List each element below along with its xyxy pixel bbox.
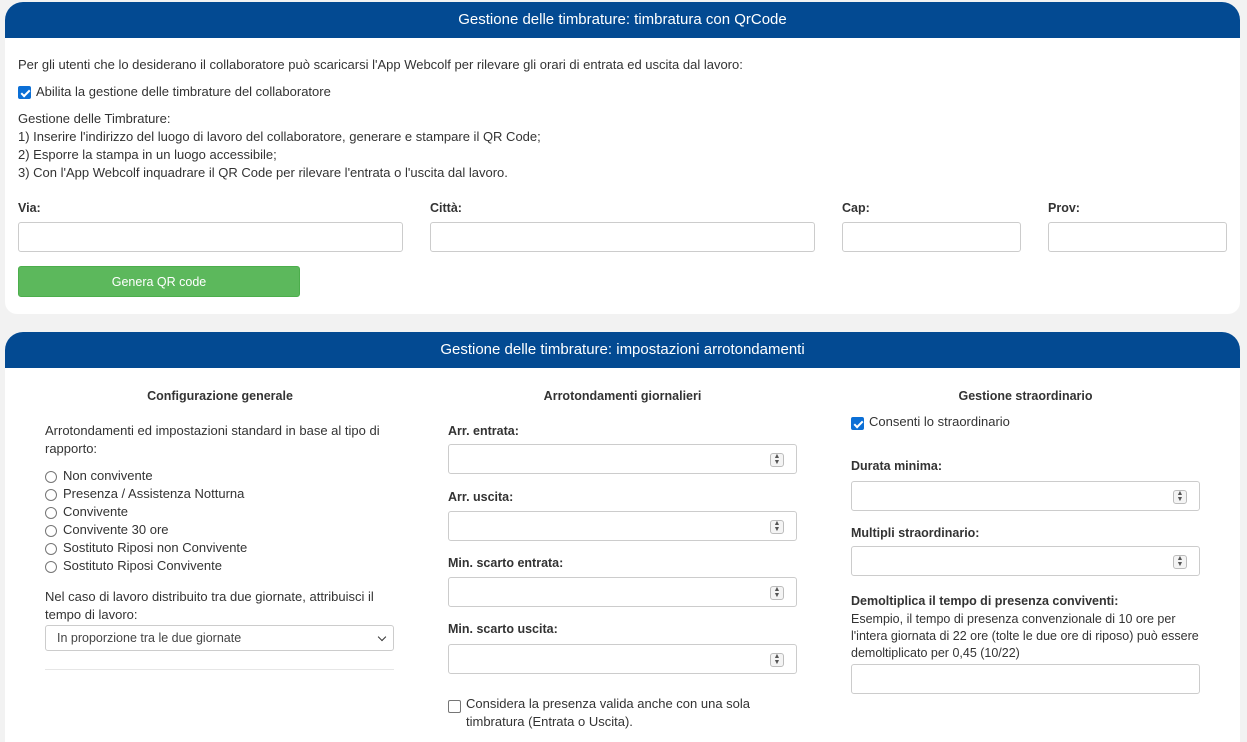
demoltiplica-desc-line1: Esempio, il tempo di presenza convenzionale di 10 ore per — [851, 612, 1176, 626]
min-scarto-entrata-label: Min. scarto entrata: — [448, 556, 564, 570]
radio-sostituto-convivente[interactable] — [45, 561, 57, 573]
spinner-icon[interactable]: ▲ ▼ — [1173, 490, 1187, 504]
multipli-straordinario-label: Multipli straordinario: — [851, 526, 980, 540]
single-stamp-label-line2[interactable]: timbratura (Entrata o Uscita). — [466, 714, 633, 729]
instruction-step-3: 3) Con l'App Webcolf inquadrare il QR Code per rilevare l'entrata o l'uscita dal lavoro. — [18, 165, 508, 180]
radio-presenza-notturna[interactable] — [45, 489, 57, 501]
citta-label: Città: — [430, 201, 462, 215]
cap-label: Cap: — [842, 201, 870, 215]
enable-stamping-checkbox[interactable] — [18, 86, 31, 99]
min-scarto-uscita-input[interactable] — [448, 644, 797, 674]
via-label: Via: — [18, 201, 41, 215]
arr-uscita-input[interactable] — [448, 511, 797, 541]
spinner-icon[interactable]: ▲ ▼ — [1173, 555, 1187, 569]
arr-entrata-input[interactable] — [448, 444, 797, 474]
arr-uscita-label: Arr. uscita: — [448, 490, 514, 504]
daily-rounding-heading: Arrotondamenti giornalieri — [543, 389, 702, 403]
durata-minima-label: Durata minima: — [851, 459, 942, 473]
generate-qr-button[interactable]: Genera QR code — [18, 266, 300, 297]
chevron-down-icon — [378, 633, 386, 641]
spinner-icon[interactable]: ▲ ▼ — [770, 586, 784, 600]
min-scarto-uscita-label: Min. scarto uscita: — [448, 622, 558, 636]
allow-overtime-label[interactable]: Consenti lo straordinario — [869, 414, 1010, 429]
radio-label-sostituto-non-convivente[interactable]: Sostituto Riposi non Convivente — [63, 540, 248, 555]
single-stamp-label-line1[interactable]: Considera la presenza valida anche con una sola — [466, 696, 751, 711]
qr-panel-title: Gestione delle timbrature: timbratura con QrCode — [5, 2, 1240, 38]
overtime-heading: Gestione straordinario — [958, 389, 1093, 403]
prov-input[interactable] — [1048, 222, 1227, 252]
cap-input[interactable] — [842, 222, 1021, 252]
demoltiplica-label: Demoltiplica il tempo di presenza conviventi: — [851, 594, 1119, 608]
single-stamp-checkbox[interactable] — [448, 700, 461, 713]
min-scarto-entrata-input[interactable] — [448, 577, 797, 607]
split-description-line2: tempo di lavoro: — [45, 607, 138, 622]
qr-intro-text: Per gli utenti che lo desiderano il collaboratore può scaricarsi l'App Webcolf per rilevare gli orari di entrata ed uscita dal lavoro: — [18, 57, 743, 72]
spinner-icon[interactable]: ▲ ▼ — [770, 453, 784, 467]
radio-label-convivente-30-ore[interactable]: Convivente 30 ore — [63, 522, 169, 537]
spinner-icon[interactable]: ▲ ▼ — [770, 653, 784, 667]
multipli-straordinario-input[interactable] — [851, 546, 1200, 576]
radio-label-sostituto-convivente[interactable]: Sostituto Riposi Convivente — [63, 558, 222, 573]
demoltiplica-desc-line3: demoltiplicato per 0,45 (10/22) — [851, 646, 1020, 660]
durata-minima-input[interactable] — [851, 481, 1200, 511]
radio-label-convivente[interactable]: Convivente — [63, 504, 129, 519]
split-work-select-value: In proporzione tra le due giornate — [57, 631, 242, 645]
radio-label-non-convivente[interactable]: Non convivente — [63, 468, 153, 483]
radio-non-convivente[interactable] — [45, 471, 57, 483]
split-description-line1: Nel caso di lavoro distribuito tra due giornate, attribuisci il — [45, 589, 374, 604]
via-input[interactable] — [18, 222, 403, 252]
radio-convivente-30-ore[interactable] — [45, 525, 57, 537]
instruction-step-2: 2) Esporre la stampa in un luogo accessibile; — [18, 147, 277, 162]
split-work-select[interactable] — [45, 625, 394, 651]
radio-sostituto-non-convivente[interactable] — [45, 543, 57, 555]
prov-label: Prov: — [1048, 201, 1080, 215]
general-divider — [45, 669, 394, 670]
radio-label-presenza-notturna[interactable]: Presenza / Assistenza Notturna — [63, 486, 245, 501]
general-config-heading: Configurazione generale — [147, 389, 293, 403]
allow-overtime-checkbox[interactable] — [851, 417, 864, 430]
rounding-panel — [5, 332, 1240, 742]
citta-input[interactable] — [430, 222, 815, 252]
rounding-panel-title: Gestione delle timbrature: impostazioni arrotondamenti — [5, 332, 1240, 368]
demoltiplica-desc-line2: l'intera giornata di 22 ore (tolte le due ore di riposo) può essere — [851, 629, 1199, 643]
instructions-title: Gestione delle Timbrature: — [18, 111, 171, 126]
spinner-icon[interactable]: ▲ ▼ — [770, 520, 784, 534]
demoltiplica-input[interactable] — [851, 664, 1200, 694]
enable-stamping-label[interactable]: Abilita la gestione delle timbrature del collaboratore — [36, 84, 331, 99]
general-description-line1: Arrotondamenti ed impostazioni standard in base al tipo di — [45, 423, 380, 438]
arr-entrata-label: Arr. entrata: — [448, 424, 519, 438]
radio-convivente[interactable] — [45, 507, 57, 519]
general-description-line2: rapporto: — [45, 441, 98, 456]
instruction-step-1: 1) Inserire l'indirizzo del luogo di lavoro del collaboratore, generare e stampare il QR Code; — [18, 129, 541, 144]
qr-panel — [5, 2, 1240, 314]
